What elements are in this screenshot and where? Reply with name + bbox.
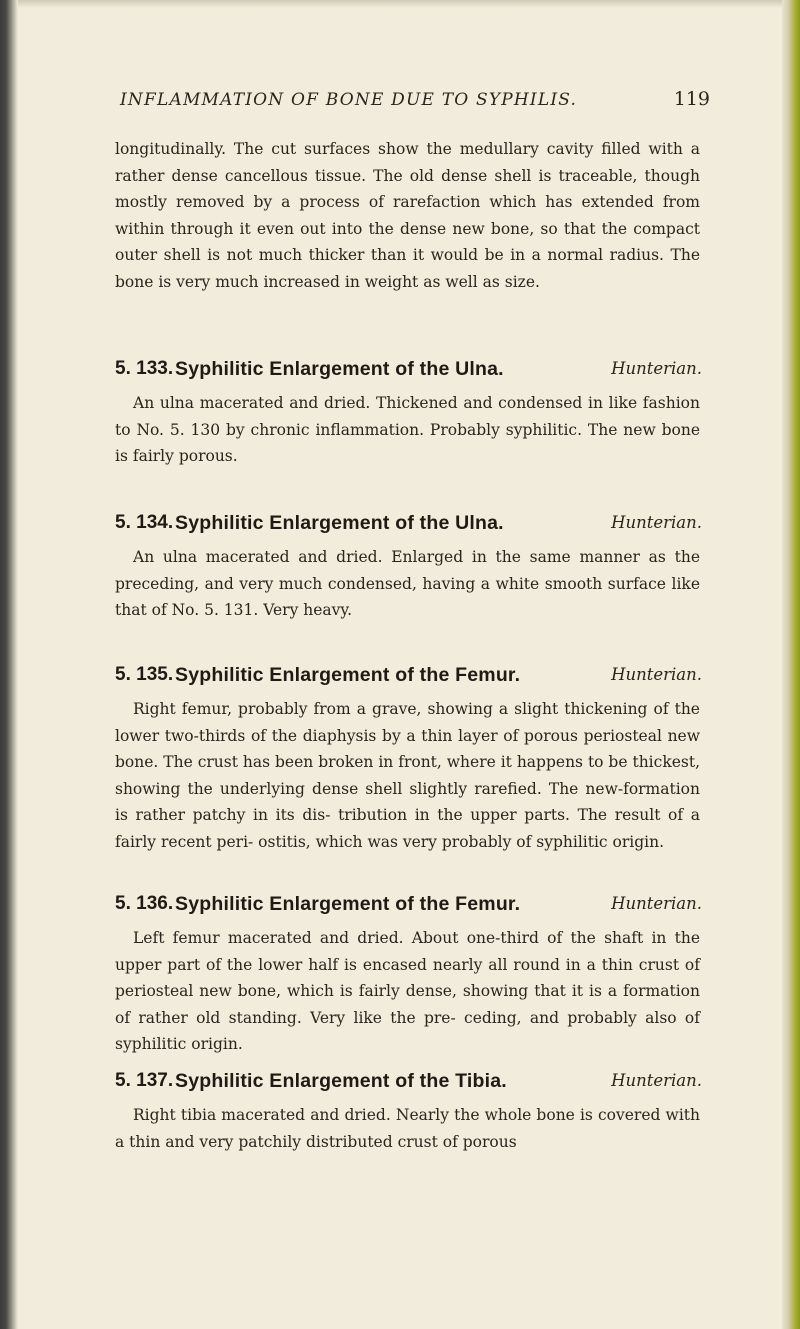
running-title: INFLAMMATION OF BONE DUE TO SYPHILIS. — [120, 90, 578, 110]
entry-title: Syphilitic Enlargement of the Tibia. — [175, 1070, 507, 1092]
entry-title: Syphilitic Enlargement of the Ulna. — [175, 358, 504, 380]
entry-title: Syphilitic Enlargement of the Femur. — [175, 664, 521, 686]
entry-title: Syphilitic Enlargement of the Ulna. — [175, 512, 504, 534]
entry-collection: Hunterian. — [611, 665, 702, 684]
entry-description: Right femur, probably from a grave, showing a slight thickening of the lower two-thirds of the diaphysis by a thin layer of porous periosteal new bone. The crust has been broken in front, where it happens to be thickest, showing the underlying dense shell slightly rarefied. The new-formation is rather patchy in its dis- tribution in the upper parts. The result of a fairly recent peri- ostitis, which was very probably of syphilitic origin. — [115, 700, 700, 851]
entry-heading — [115, 358, 700, 388]
running-head — [115, 88, 710, 118]
entry-heading — [115, 664, 700, 694]
entry-collection: Hunterian. — [611, 513, 702, 532]
entry-description: An ulna macerated and dried. Enlarged in the same manner as the preceding, and very much condensed, having a white smooth surface like that of No. 5. 131. Very heavy. — [115, 548, 700, 619]
entry-collection: Hunterian. — [611, 359, 702, 378]
entry-number: 5. 134. — [115, 512, 174, 533]
page-top-edge — [18, 0, 782, 8]
entry-description: Left femur macerated and dried. About one-third of the shaft in the upper part of the lower half is encased nearly all round in a thin crust of periosteal new bone, which is fairly dense, showing that it is a formation of rather old standing. Very like the pre- ceding, and probably also of syphilitic origin. — [115, 929, 700, 1053]
entry-number: 5. 135. — [115, 664, 174, 685]
page-binding-shadow — [0, 0, 18, 1329]
entry-heading — [115, 893, 700, 923]
entry-collection: Hunterian. — [611, 1071, 702, 1090]
entry-number: 5. 137. — [115, 1070, 174, 1091]
page-edge-stain — [782, 0, 800, 1329]
entry-heading — [115, 512, 700, 542]
entry-number: 5. 136. — [115, 893, 174, 914]
entry-collection: Hunterian. — [611, 894, 702, 913]
intro-paragraph: longitudinally. The cut surfaces show the medullary cavity filled with a rather dense cancellous tissue. The old dense shell is traceable, though mostly removed by a process of rarefaction which has extended from within through it even out into the dense new bone, so that the compact outer shell is not much thicker than it would be in a normal radius. The bone is very much increased in weight as well as size. — [115, 140, 700, 291]
entry-description: Right tibia macerated and dried. Nearly the whole bone is covered with a thin and very patchily distributed crust of porous — [115, 1106, 700, 1151]
entry-title: Syphilitic Enlargement of the Femur. — [175, 893, 521, 915]
entry-description: An ulna macerated and dried. Thickened and condensed in like fashion to No. 5. 130 by chronic inflammation. Probably syphilitic. The new bone is fairly porous. — [115, 394, 700, 465]
entry-heading — [115, 1070, 700, 1100]
page-number: 119 — [673, 88, 710, 110]
entry-number: 5. 133. — [115, 358, 174, 379]
